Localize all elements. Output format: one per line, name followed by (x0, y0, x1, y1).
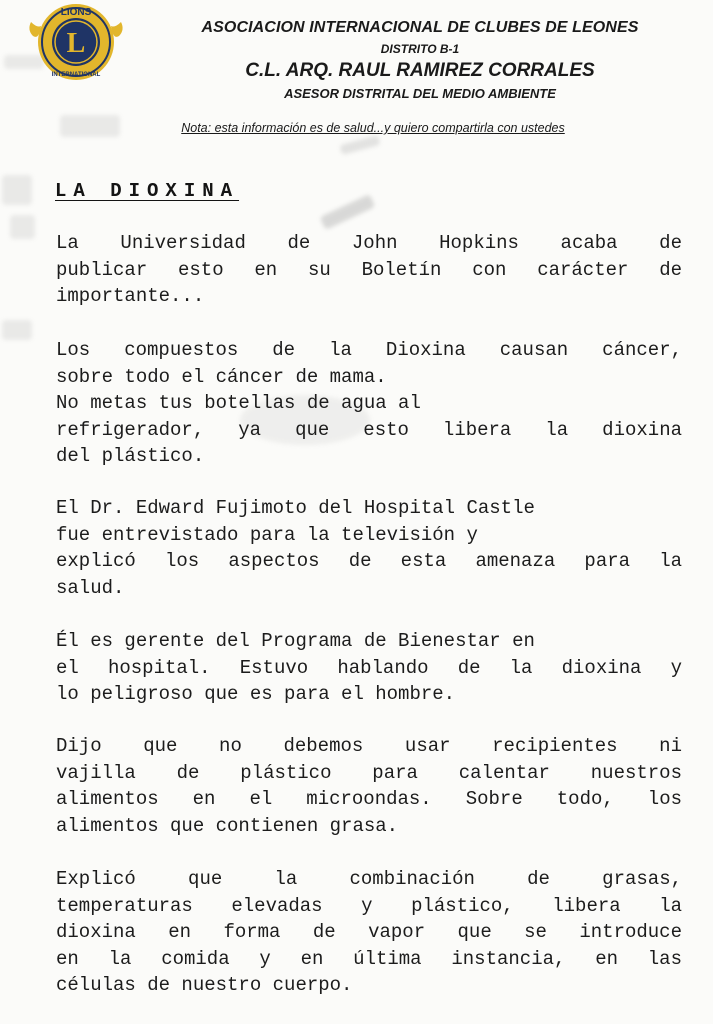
text-line: explicó los aspectos de esta amenaza para la (56, 550, 682, 572)
paragraph (56, 628, 682, 708)
text-line: El Dr. Edward Fujimoto del Hospital Castle (56, 497, 535, 519)
text-line: vajilla de plástico para calentar nuestros (56, 761, 682, 784)
text-line: en la comida y en última instancia, en las (56, 947, 682, 970)
district-label: DISTRITO B-1 (380, 42, 460, 56)
paragraph (56, 337, 682, 470)
svg-text:INTERNATIONAL: INTERNATIONAL (51, 72, 101, 78)
text-line: publicar esto en su Boletín con carácter de (56, 258, 682, 281)
text-line: el hospital. Estuvo hablando de la dioxina y (56, 656, 682, 679)
document-title: LA DIOXINA (55, 180, 240, 202)
text-line: La Universidad de John Hopkins acaba de (56, 232, 682, 254)
author-role: ASESOR DISTRITAL DEL MEDIO AMBIENTE (284, 86, 556, 101)
text-line: sobre todo el cáncer de mama. (56, 365, 387, 388)
author-name: C.L. ARQ. RAUL RAMIREZ CORRALES (245, 60, 595, 81)
scan-smudge (2, 175, 32, 205)
note-line: Nota: esta información es de salud...y quiero compartirla con ustedes (181, 121, 565, 135)
organization-name: ASOCIACION INTERNACIONAL DE CLUBES DE LEONES (201, 19, 639, 36)
lions-logo-icon (27, 0, 125, 86)
text-line: alimentos en el microondas. Sobre todo, los (56, 788, 682, 810)
text-line: lo peligroso que es para el hombre. (56, 683, 456, 705)
scan-smudge (320, 194, 376, 230)
text-line: fue entrevistado para la televisión y (56, 523, 478, 546)
text-line: temperaturas elevadas y plástico, libera la (56, 894, 682, 917)
paragraph (56, 495, 682, 601)
text-line: No metas tus botellas de agua al (56, 392, 421, 414)
scan-smudge (60, 115, 120, 137)
svg-text:LIONS: LIONS (60, 7, 92, 18)
text-line: del plástico. (56, 445, 205, 467)
text-line: células de nuestro cuerpo. (56, 974, 353, 996)
text-line: Explicó que la combinación de grasas, (56, 868, 682, 890)
scan-smudge (10, 215, 35, 239)
paragraph (56, 230, 682, 310)
text-line: dioxina en forma de vapor que se introduce (56, 921, 682, 943)
svg-text:L: L (66, 28, 86, 59)
text-line: Dijo que no debemos usar recipientes ni (56, 735, 682, 757)
text-line: alimentos que contienen grasa. (56, 814, 399, 837)
text-line: Él es gerente del Programa de Bienestar en (56, 630, 535, 652)
paragraph (56, 733, 682, 839)
text-line: importante... (56, 285, 205, 307)
scan-smudge (2, 320, 32, 340)
text-line: salud. (56, 576, 125, 599)
scan-smudge (339, 135, 380, 155)
text-line: Los compuestos de la Dioxina causan cáncer, (56, 339, 682, 361)
paragraph (56, 866, 682, 999)
text-line: refrigerador, ya que esto libera la dioxina (56, 418, 682, 441)
